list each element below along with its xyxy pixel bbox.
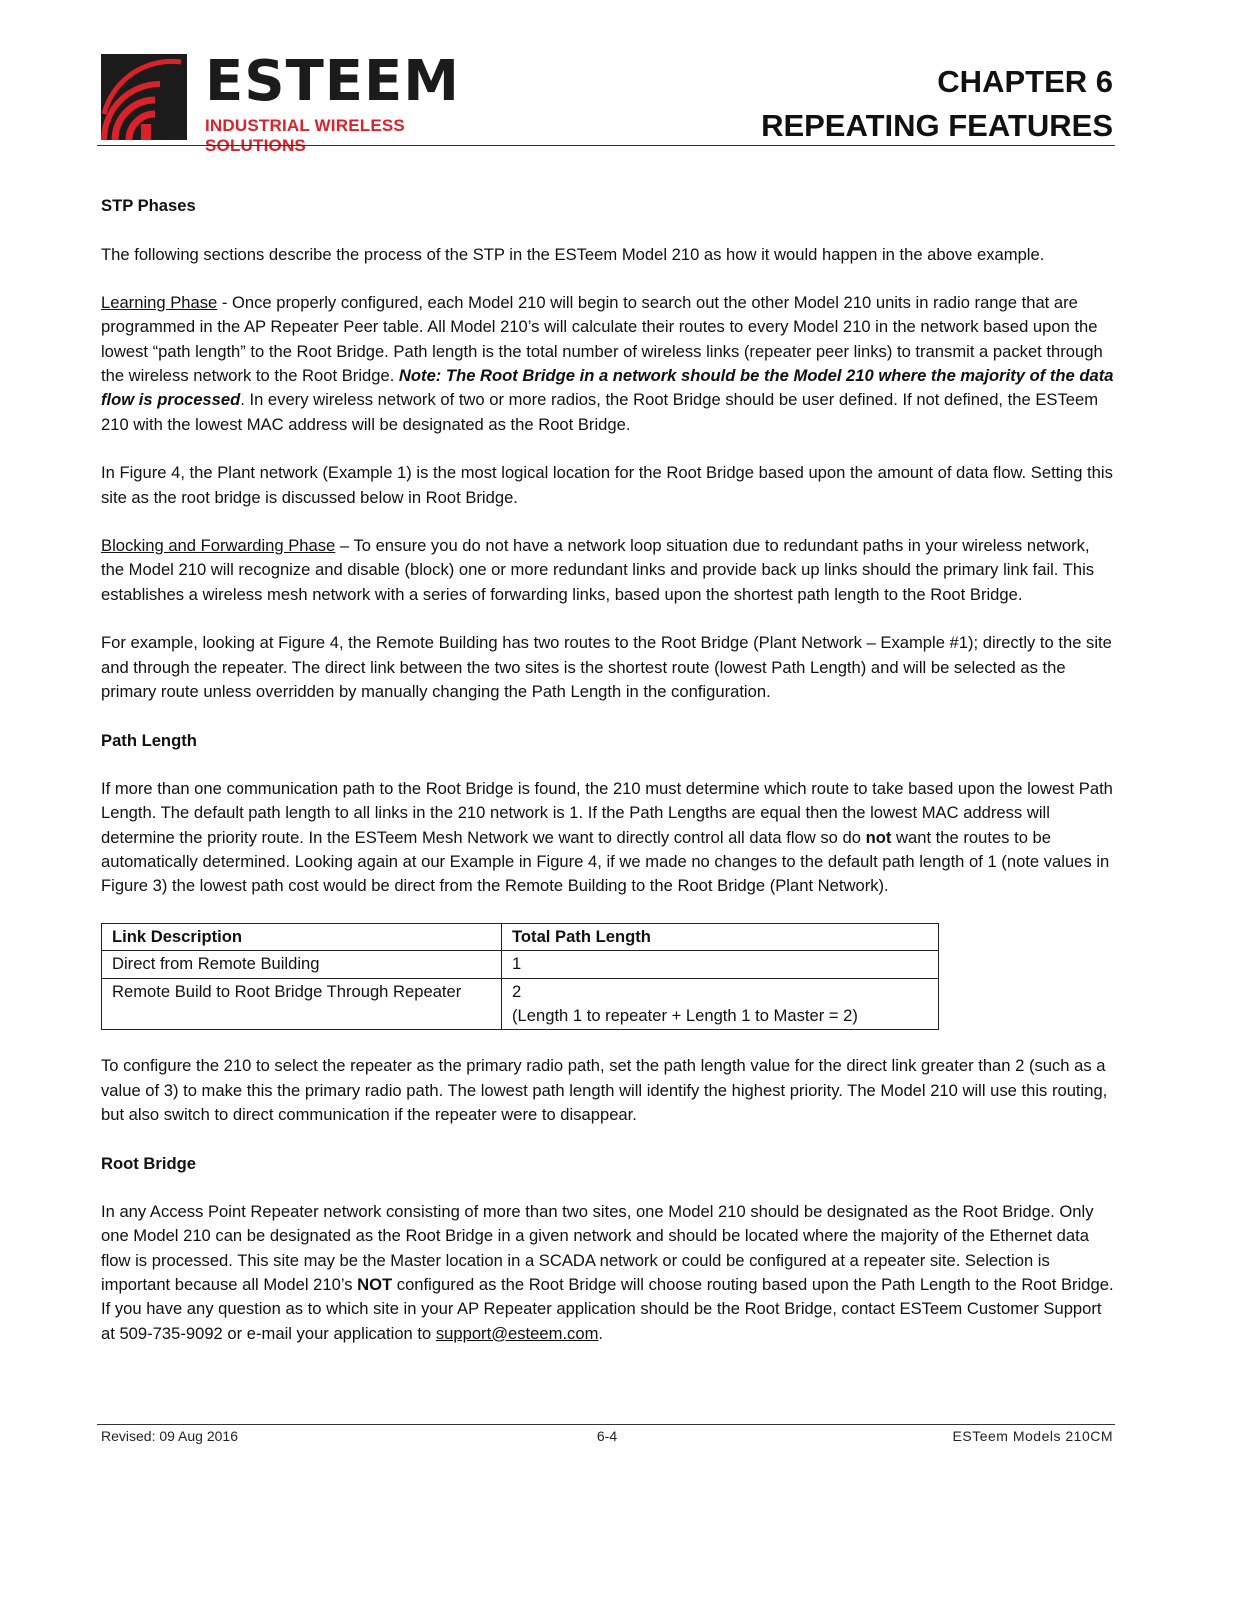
- logo-tagline: INDUSTRIAL WIRELESS SOLUTIONS: [205, 116, 405, 155]
- table-cell-value: [502, 978, 939, 1030]
- blocking-phase-paragraph: [101, 534, 1117, 607]
- blocking-phase-text: – To ensure you do not have a network loop situation due to redundant paths in your wireless network, the Model 210 will recognize and disable (block) one or more redundant links and provide back up links should the primary link fail. This establishes a wireless mesh network with a series of forwarding links, based upon the shortest path length to the Root Bridge.: [101, 536, 1095, 604]
- learning-phase-paragraph: [101, 291, 1117, 437]
- table-header-total-path-length: Total Path Length: [502, 923, 939, 950]
- blocking-phase-label: Blocking and Forwarding Phase: [101, 536, 336, 556]
- path-length-not-emphasis: not: [865, 827, 892, 847]
- root-bridge-text: In any Access Point Repeater network consisting of more than two sites, one Model 210 should be designated as the Root Bridge. Only one Model 210 can be designated as the Root Bridge in a given network and should be located where the majority of the Ethernet data flow is processed. This site may be the Master location in a SCADA network or could be configured at a repeater site. Selection is important because all Model 210’s: [101, 1202, 1094, 1295]
- root-bridge-not-emphasis: NOT: [357, 1275, 393, 1295]
- section-heading-root-bridge: Root Bridge: [101, 1153, 196, 1173]
- path-length-paragraph: [101, 777, 1117, 898]
- path-length-note: (Length 1 to repeater + Length 1 to Master = 2): [512, 1005, 858, 1025]
- path-length-value: 2: [512, 981, 522, 1001]
- header-divider: [97, 145, 1115, 146]
- path-length-text: If more than one communication path to the Root Bridge is found, the 210 must determine which route to take based upon the lowest Path Length. The default path length to all links in the 210 network is 1. If the Path Lengths are equal then the lowest MAC address will determine the priority route. In the ESTeem Mesh Network we want to directly control all data flow so do: [101, 779, 1113, 847]
- path-length-text-end: want the routes to be automatically determined. Looking again at our Example in Figure 4, if we made no changes to the default path length of 1 (note values in Figure 3) the lowest path cost would be direct from the Remote Building to the Root Bridge (Plant Network).: [101, 827, 1110, 896]
- esteem-logo: [101, 49, 473, 155]
- learning-phase-label: Learning Phase: [101, 293, 218, 313]
- logo-wordmark: ESTEEM: [205, 49, 461, 114]
- figure-4-paragraph: In Figure 4, the Plant network (Example 1) is the most logical location for the Root Bridge based upon the amount of data flow. Setting this site as the root bridge is discussed below in Root Bridge.: [101, 463, 1113, 507]
- root-bridge-text-mid: configured as the Root Bridge will choose routing based upon the Path Length to the Root Bridge. If you have any question as to which site in your AP Repeater application should be the Root Bridge, contact ESTeem Customer Support at 509-735-9092 or e-mail your application to: [101, 1275, 1114, 1343]
- footer-product-name: ESTeem Models 210CM: [952, 1428, 1113, 1444]
- root-bridge-note: Note: The Root Bridge in a network should be the Model 210 where the majority of the data flow is processed: [101, 366, 1114, 410]
- table-cell-value: [502, 951, 939, 978]
- root-bridge-text-end: .: [598, 1323, 604, 1343]
- table-row: [102, 978, 939, 1030]
- example-paragraph: For example, looking at Figure 4, the Remote Building has two routes to the Root Bridge (Plant Network – Example #1); directly to the site and through the repeater. The direct link between the two sites is the shortest route (lowest Path Length) and will be selected as the primary route unless overridden by manually changing the Path Length in the configuration.: [101, 633, 1112, 701]
- chapter-title: [761, 60, 1113, 148]
- learning-phase-text-end: . In every wireless network of two or more radios, the Root Bridge should be user defined. If not defined, the ESTeem 210 with the lowest MAC address will be designated as the Root Bridge.: [101, 390, 1099, 434]
- table-cell-description: Direct from Remote Building: [102, 951, 502, 978]
- support-email-link[interactable]: support@esteem.com: [435, 1323, 599, 1343]
- root-bridge-paragraph: [101, 1200, 1117, 1346]
- footer-revised-date: Revised: 09 Aug 2016: [101, 1428, 238, 1444]
- footer-divider: [97, 1424, 1115, 1425]
- path-length-table: [101, 923, 939, 1030]
- section-heading-path-length: Path Length: [101, 730, 197, 750]
- table-cell-description: Remote Build to Root Bridge Through Repeater: [102, 978, 502, 1030]
- learning-phase-text: - Once properly configured, each Model 210 will begin to search out the other Model 210 units in radio range that are programmed in the AP Repeater Peer table. All Model 210’s will calculate their routes to every Model 210 in the network based upon the lowest “path length” to the Root Bridge. Path length is the total number of wireless links (repeater peer links) to transmit a packet through the wireless network to the Root Bridge.: [101, 293, 1103, 386]
- table-header-link-description: Link Description: [102, 923, 502, 950]
- page-footer: [101, 1428, 1113, 1448]
- table-row: [102, 951, 939, 978]
- footer-page-number: 6-4: [596, 1428, 618, 1444]
- wireless-signal-logo-icon: [101, 54, 187, 140]
- stp-intro-paragraph: The following sections describe the process of the STP in the ESTeem Model 210 as how it would happen in the above example.: [101, 244, 1045, 264]
- chapter-name: REPEATING FEATURES: [761, 108, 1113, 143]
- path-length-value: 1: [512, 954, 522, 974]
- table-header-row: [102, 923, 939, 950]
- chapter-number: CHAPTER 6: [937, 64, 1113, 99]
- main-content: [101, 194, 1117, 1370]
- section-heading-stp-phases: STP Phases: [101, 196, 196, 215]
- configure-repeater-paragraph: To configure the 210 to select the repeater as the primary radio path, set the path length value for the direct link greater than 2 (such as a value of 3) to make this the primary radio path. The lowest path length will identify the highest priority. The Model 210 will use this routing, but also switch to direct communication if the repeater were to disappear.: [101, 1056, 1108, 1124]
